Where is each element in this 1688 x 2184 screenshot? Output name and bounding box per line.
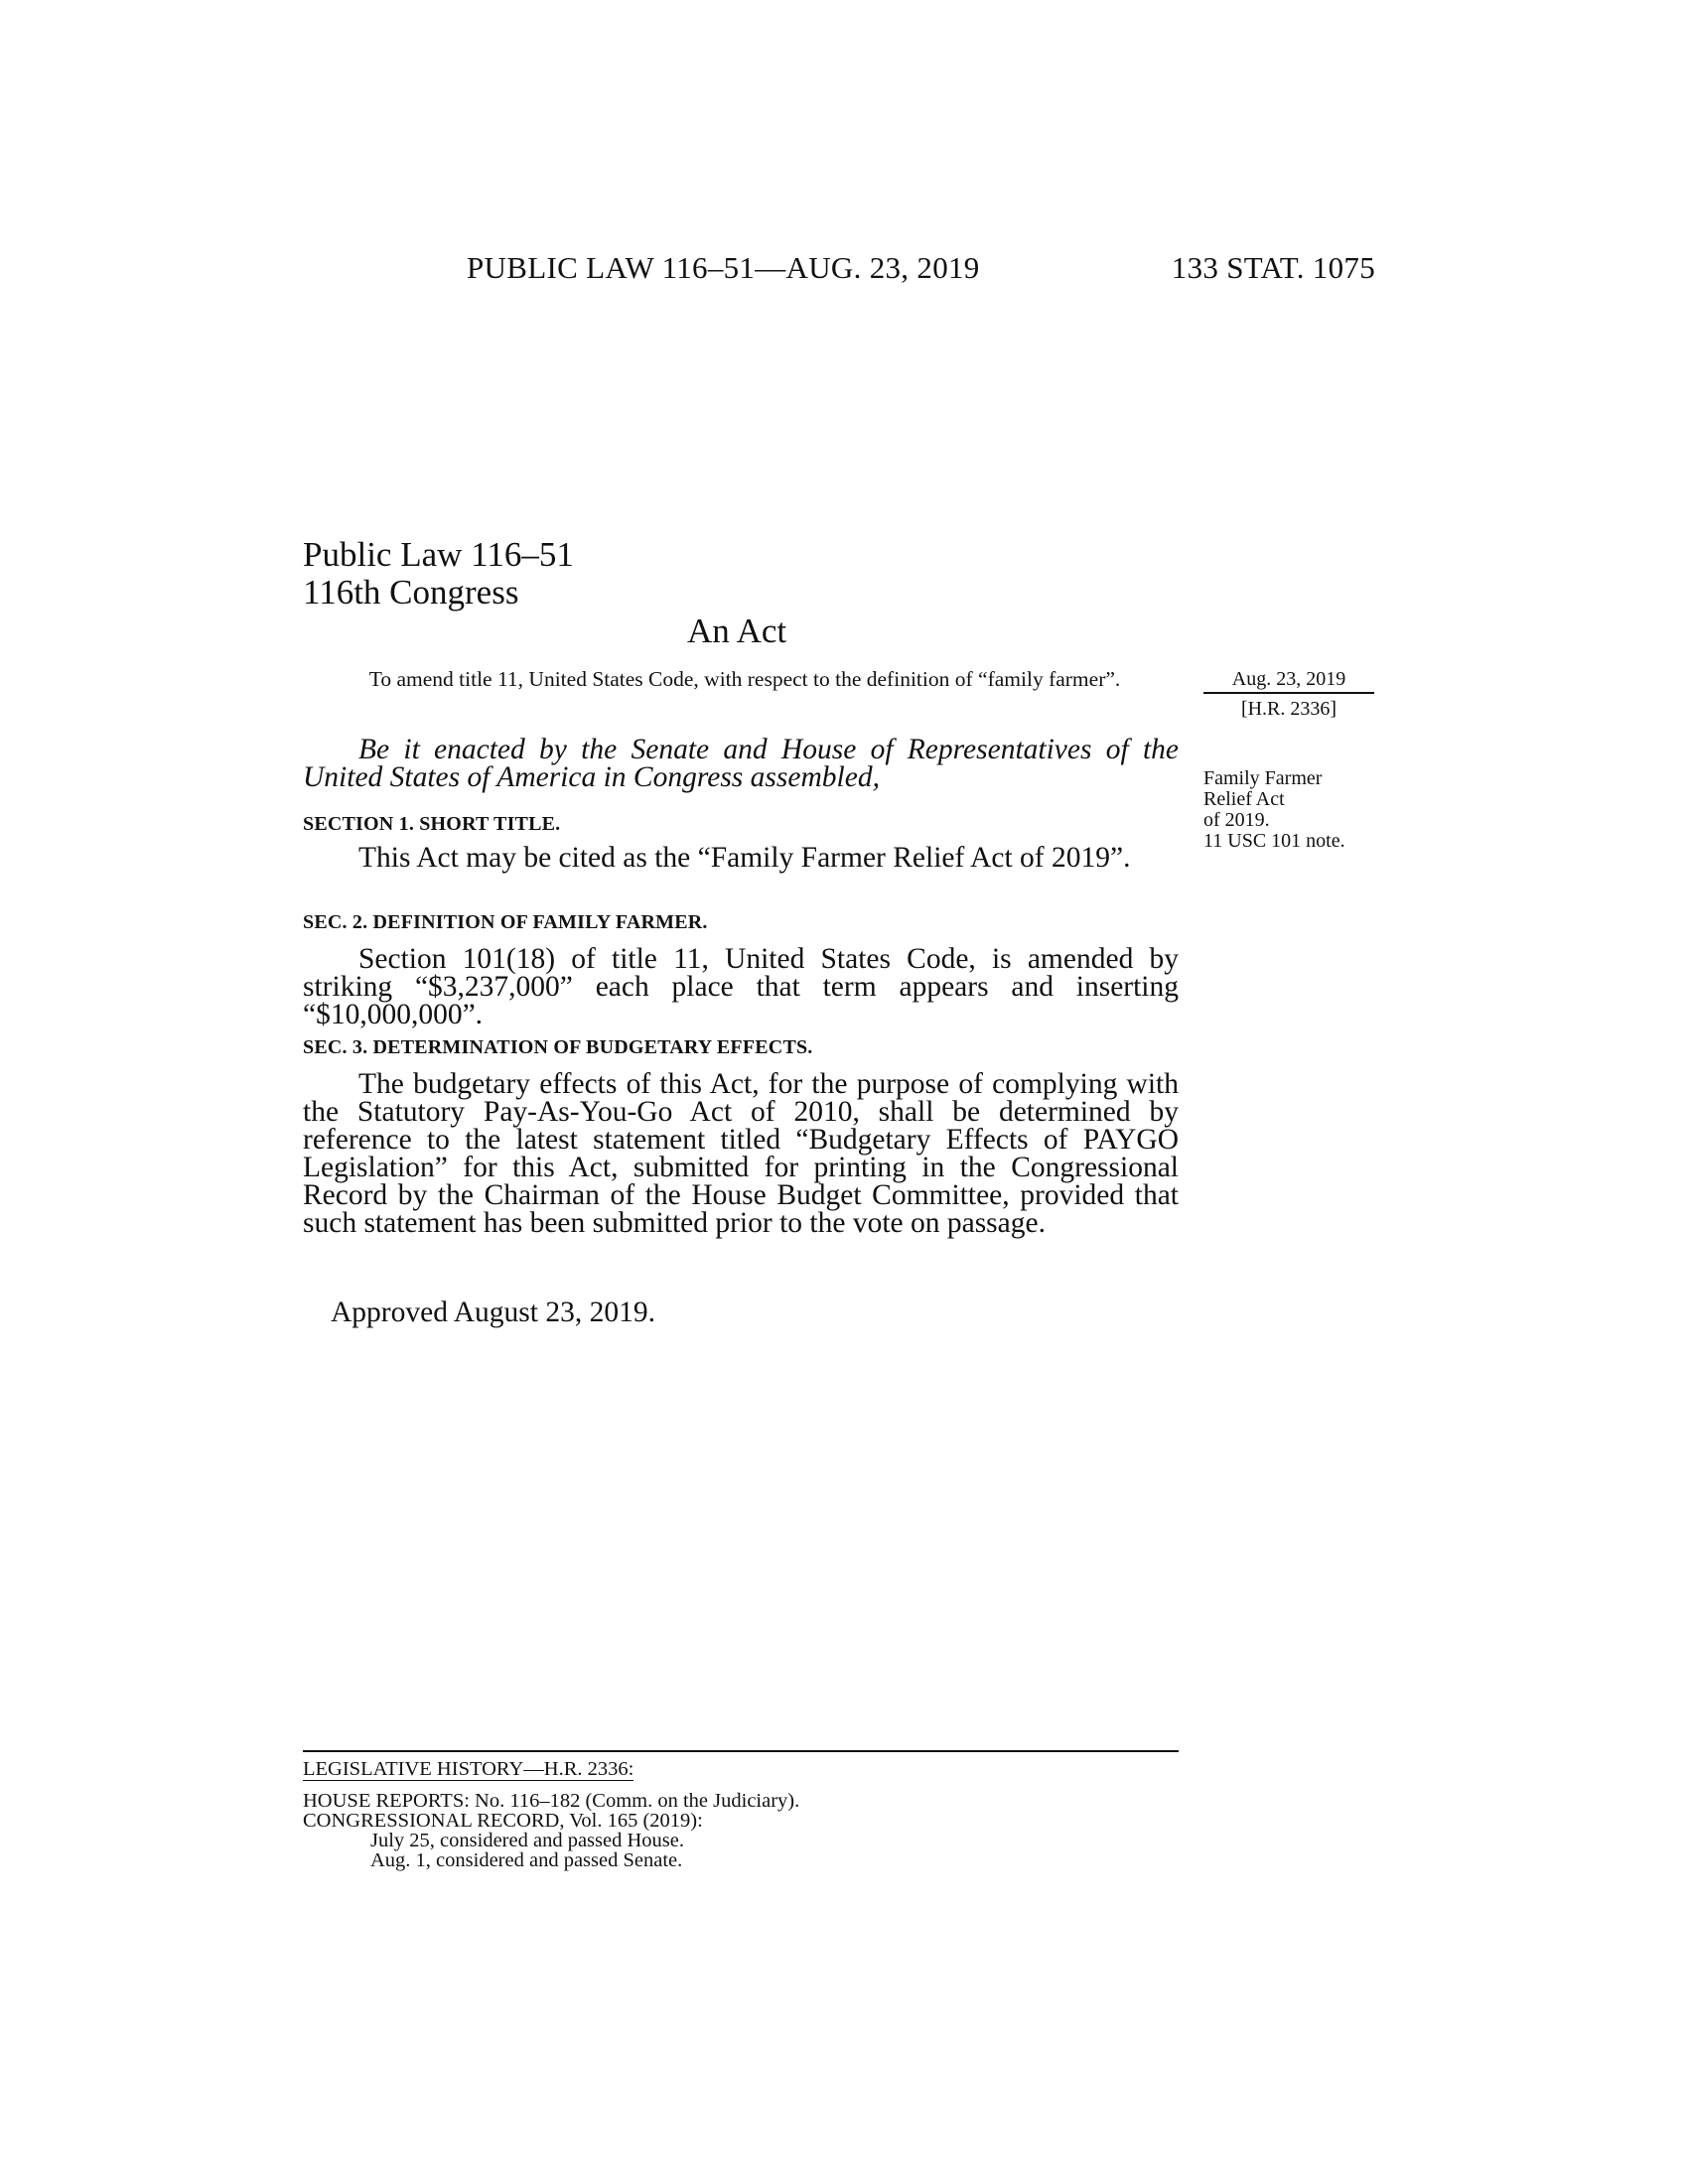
congress-number: 116th Congress [303,573,519,612]
margin-note-short-title [1203,768,1345,852]
section-1-text: This Act may be cited as the “Family Farmer Relief Act of 2019”. [358,842,1131,874]
section-2-heading: SEC. 2. DEFINITION OF FAMILY FARMER. [303,911,708,933]
section-1-heading: SECTION 1. SHORT TITLE. [303,813,561,835]
margin-note-bill-number: [H.R. 2336] [1240,698,1337,720]
section-3-heading: SEC. 3. DETERMINATION OF BUDGETARY EFFECTS. [303,1036,813,1058]
act-heading: An Act [687,612,787,650]
act-purpose: To amend title 11, United States Code, with respect to the definition of “family farmer”. [368,667,1121,691]
title-block [303,536,574,612]
congressional-record: CONGRESSIONAL RECORD, Vol. 165 (2019): [303,1810,703,1832]
approval-date: Approved August 23, 2019. [331,1297,655,1328]
legislative-history-title: LEGISLATIVE HISTORY—H.R. 2336: [303,1758,634,1780]
running-header-law-date: PUBLIC LAW 116–51—AUG. 23, 2019 [467,250,980,285]
running-header-stat-page: 133 STAT. 1075 [1171,250,1375,285]
legislative-history-rule [303,1750,1179,1752]
margin-note-line: 11 USC 101 note. [1203,830,1345,852]
section-2-text: Section 101(18) of title 11, United States Code, is amended by striking “$3,237,000” each place that term appears and inserting “$10,000,000”. [303,943,1179,1030]
margin-note-line: Family Farmer [1203,767,1323,789]
legislative-history [303,1758,799,1870]
house-reports: HOUSE REPORTS: No. 116–182 (Comm. on the Judiciary). [303,1790,800,1812]
margin-note-line: Relief Act [1203,788,1285,810]
margin-note-line: of 2019. [1203,809,1270,831]
legislative-action: Aug. 1, considered and passed Senate. [370,1849,683,1871]
margin-note-date: Aug. 23, 2019 [1203,667,1374,694]
enacting-clause: Be it enacted by the Senate and House of Representatives of the United States of America in Congress assembled, [303,734,1179,793]
public-law-number: Public Law 116–51 [303,535,574,574]
section-3-text: The budgetary effects of this Act, for the purpose of complying with the Statutory Pay-As-You-Go Act of 2010, shall be determined by reference to the latest statement titled “Budgetary Effects of PAYGO Legislation” for this Act, submitted for printing in the Congressional Record by the Chairman of the House Budget Committee, provided that such statement has been submitted prior to the vote on passage. [303,1068,1179,1239]
legislative-action: July 25, considered and passed House. [370,1830,684,1851]
